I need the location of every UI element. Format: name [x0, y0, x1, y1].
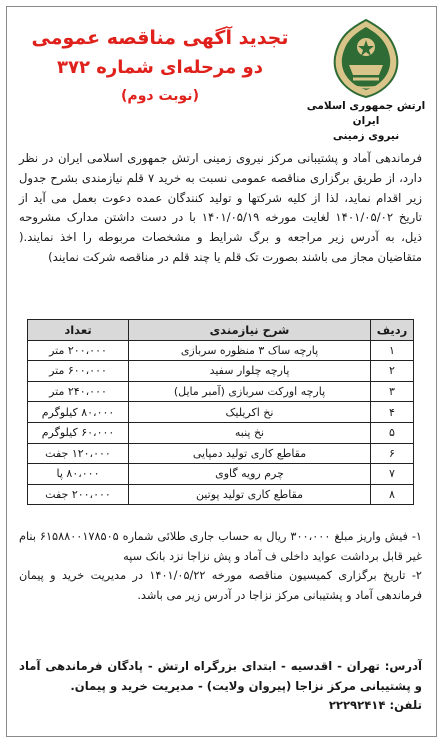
contact-address: آدرس: تهران - اقدسیه - ابتدای بزرگراه ارتش - پادگان فرماندهی آماد و پشتیبانی مرکز نزاجا (پیروان ولایت) - مدیریت خرید و پیمان.	[19, 659, 422, 693]
row-qty: ۲۴۰،۰۰۰ متر	[28, 381, 129, 402]
col-header-qty: تعداد	[28, 320, 129, 341]
row-qty: ۲۰۰،۰۰۰ جفت	[28, 484, 129, 505]
row-no: ۵	[371, 422, 414, 443]
table-row	[28, 422, 414, 443]
row-desc: پارچه چلوار سفید	[129, 361, 371, 382]
row-no: ۸	[371, 484, 414, 505]
table-row	[28, 464, 414, 485]
row-desc: نخ پنبه	[129, 422, 371, 443]
row-no: ۳	[371, 381, 414, 402]
tender-notice	[6, 6, 437, 737]
table-row	[28, 340, 414, 361]
row-desc: نخ اکریلیک	[129, 402, 371, 423]
notes-section	[19, 527, 422, 605]
table-row	[28, 484, 414, 505]
intro-paragraph: فرماندهی آماد و پشتیبانی مرکز نیروی زمینی ارتش جمهوری اسلامی ایران در نظر دارد، از طریق برگزاری مناقصه عمومی نسبت به خرید ۷ قلم نیازمندی بشرح جدول زیر اقدام نماید، لذا از کلیه شرکتها و تولید کنندگان عمده دعوت بعمل می آید از تاریخ ۱۴۰۱/۰۵/۰۲ لغایت مورخه ۱۴۰۱/۰۵/۱۹ با در دست داشتن مدارک مشروحه ذیل، به آدرس زیر مراجعه و برگ شرایط و مشخصات مربوطه را اخذ نمایند.( متقاضیان مجاز می باشند بصورت تک قلم یا چند قلم در مناقصه شرکت نمایند)	[19, 151, 422, 264]
table-row	[28, 443, 414, 464]
table-header-row	[28, 320, 414, 341]
row-qty: ۱۲۰،۰۰۰ جفت	[28, 443, 129, 464]
org-name: ارتش جمهوری اسلامی ایران	[306, 100, 426, 127]
row-desc: چرم رویه گاوی	[129, 464, 371, 485]
row-qty: ۸۰،۰۰۰ کیلوگرم	[28, 402, 129, 423]
row-qty: ۶۰۰،۰۰۰ متر	[28, 361, 129, 382]
row-desc: پارچه اورکت سربازی (آمبر مایل)	[129, 381, 371, 402]
row-desc: مقاطع کاری تولید پوتین	[129, 484, 371, 505]
organization-block	[306, 17, 426, 144]
row-qty: ۲۰۰،۰۰۰ متر	[28, 340, 129, 361]
row-no: ۴	[371, 402, 414, 423]
row-no: ۶	[371, 443, 414, 464]
org-branch: نیروی زمینی	[332, 130, 400, 142]
row-no: ۲	[371, 361, 414, 382]
table-row	[28, 381, 414, 402]
notice-header	[15, 13, 428, 145]
title-block	[15, 13, 305, 109]
requirements-table	[27, 319, 414, 505]
col-header-desc: شرح نیازمندی	[129, 320, 371, 341]
note-commission-date: ۲- تاریخ برگزاری کمیسیون مناقصه مورخه ۱۴۰۱/۰۵/۲۲ در مدیریت خرید و پیمان فرماندهی آماد و پشتیبانی مرکز نزاجا در آدرس زیر می باشد.	[19, 569, 422, 602]
table-row	[28, 361, 414, 382]
row-qty: ۸۰،۰۰۰ پا	[28, 464, 129, 485]
row-no: ۷	[371, 464, 414, 485]
notice-title: تجدید آگهی مناقصه عمومی	[31, 27, 289, 49]
note-payment: ۱- فیش واریز مبلغ ۳۰۰،۰۰۰ ریال به حساب جاری طلائی شماره ۶۱۵۸۸۰۰۱۷۸۵۰۵ بنام غیر قابل برداشت عواید داخلی ف آماد و پش نزاجا نزد بانک سپه	[19, 530, 422, 563]
row-no: ۱	[371, 340, 414, 361]
row-desc: مقاطع کاری تولید دمپایی	[129, 443, 371, 464]
contact-phone: تلفن: ۲۲۲۹۲۴۱۴	[328, 698, 422, 713]
row-qty: ۶۰،۰۰۰ کیلوگرم	[28, 422, 129, 443]
contact-section	[19, 657, 422, 716]
col-header-no: ردیف	[371, 320, 414, 341]
table-row	[28, 402, 414, 423]
notice-subtitle: دو مرحله‌ای شماره ۳۷۲	[57, 57, 263, 78]
row-desc: پارچه ساک ۳ منظوره سربازی	[129, 340, 371, 361]
notice-round: (نوبت دوم)	[121, 88, 199, 104]
army-emblem-icon	[327, 17, 405, 99]
